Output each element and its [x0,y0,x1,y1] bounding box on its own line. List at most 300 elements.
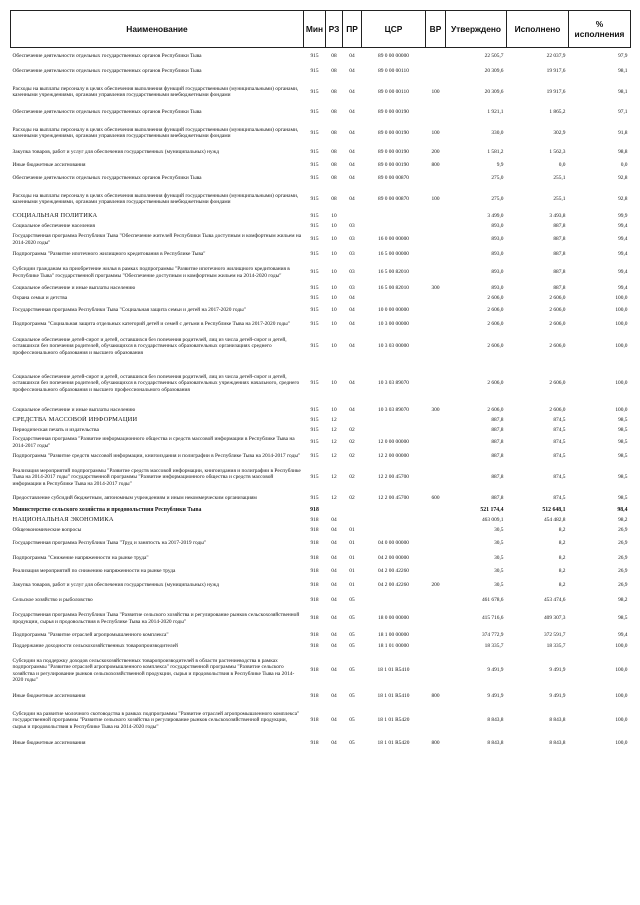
column-header-rz: РЗ [326,11,343,48]
cell-vr [426,608,446,630]
cell-approved: 893,0 [491,223,504,230]
cell-pr [343,212,362,222]
cell-rz: 08 [331,52,337,59]
cell-rz: 08 [331,175,337,182]
cell-approved: 2 606,0 [487,380,504,387]
cell-min: 915 [310,88,319,95]
table-row [11,642,631,652]
cell-rz: 04 [331,717,337,724]
cell-min: 918 [310,693,319,700]
cell-approved: 275,0 [491,175,504,182]
cell-csr: 16 5 00 82010 [378,269,409,276]
cell-executed: 874,5 [553,427,566,434]
cell-min: 918 [310,740,319,747]
cell-name: Государственная программа Республики Тыва "Развитие сельского хозяйства и регулирование рынков сельскохозяйственной продукции, сырья и продовольствия в Республике Тыва на 2014-2020 годы" [12,612,300,625]
cell-pr: 04 [349,129,355,136]
cell-rz: 04 [331,667,337,674]
cell-csr: 18 1 01 00000 [378,643,409,650]
cell-vr [426,506,446,516]
cell-pr: 05 [349,717,355,724]
cell-percent: 100,0 [615,667,628,674]
cell-rz: 04 [331,568,337,575]
cell-executed: 512 648,1 [542,507,566,514]
cell-name: Государственная программа "Развитие информационного общества и средств массовой информации в Республике Тыва на 2014-2017 годы" [12,436,295,449]
cell-executed: 9 491,9 [549,667,566,674]
column-header-pr: ПР [343,11,362,48]
cell-pr: 02 [349,495,355,502]
table-row [11,362,631,406]
cell-csr: 12 2 00 00000 [378,453,409,460]
cell-percent: 98,5 [618,417,628,424]
cell-executed: 8 843,8 [549,717,566,724]
cell-min: 918 [310,555,319,562]
cell-min: 918 [310,717,319,724]
cell-name: Расходы на выплаты персоналу в целях обеспечения выполнения функций государственными (муниципальными) органами, казенными учреждениями, органами управления государственными внебюджетными фондами [12,126,299,139]
cell-approved: 9 491,9 [487,667,504,674]
cell-percent: 97,9 [618,52,628,59]
cell-executed: 874,5 [553,453,566,460]
table-row [11,464,631,492]
cell-pr: 03 [349,251,355,258]
cell-csr: 89 0 00 00190 [378,129,409,136]
cell-approved: 461 678,6 [481,597,504,604]
cell-executed: 255,1 [553,195,566,202]
cell-min: 918 [310,568,319,575]
cell-pr: 03 [349,285,355,292]
table-row [11,690,631,704]
cell-rz: 04 [331,517,337,524]
cell-percent: 100,0 [615,295,628,302]
cell-csr: 89 0 00 00190 [378,161,409,168]
cell-rz: 08 [331,68,337,75]
cell-vr [426,426,446,436]
cell-min: 915 [310,109,319,116]
cell-percent: 98,1 [618,88,628,95]
cell-min: 915 [310,269,319,276]
cell-csr [362,594,426,608]
table-row [11,436,631,450]
cell-pr: 05 [349,632,355,639]
cell-vr [426,48,446,64]
cell-rz: 08 [331,149,337,156]
cell-name: Подпрограмма "Развитие средств массовой информации, книгоиздания и полиграфии в Республике Тыва на 2014-2017 годы" [12,453,301,460]
table-row [11,594,631,608]
cell-rz: 10 [331,307,337,314]
cell-executed: 9 491,9 [549,693,566,700]
cell-min: 918 [310,632,319,639]
cell-name: Предоставление субсидий бюджетным, автономным учреждениям и иным некоммерческим организациям [12,495,257,502]
cell-pr: 01 [349,527,355,534]
cell-executed: 8 843,8 [549,740,566,747]
cell-executed: 2 606,0 [549,380,566,387]
cell-csr: 18 1 01 R5410 [377,667,410,674]
cell-name: Государственная программа Республики Тыва "Социальная защита семьи и детей на 2017-2020 годы" [12,307,246,314]
cell-vr [426,516,446,526]
cell-name: СРЕДСТВА МАССОВОЙ ИНФОРМАЦИИ [12,416,138,424]
cell-executed: 887,8 [553,251,566,258]
cell-name: Сельское хозяйство и рыболовство [12,597,93,604]
cell-approved: 2 606,0 [487,295,504,302]
column-header-percent: % исполнения [569,11,631,48]
cell-pr: 05 [349,615,355,622]
table-row [11,738,631,750]
table-row [11,704,631,738]
cell-vr [426,362,446,406]
cell-approved: 30,5 [494,582,504,589]
cell-vr: 100 [431,129,440,136]
cell-name: Расходы на выплаты персоналу в целях обеспечения выполнения функций государственными (муниципальными) органами, казенными учреждениями, органами управления государственными внебюджетными фондами [12,85,299,98]
cell-name: Закупка товаров, работ и услуг для обеспечения государственных (муниципальных) нужд [12,582,220,589]
cell-vr [426,416,446,426]
cell-rz: 10 [331,223,337,230]
table-row [11,80,631,105]
cell-csr: 12 2 00 45700 [378,474,409,481]
cell-name: Подпрограмма "Развитие ипотечного жилищного кредитования в Республике Тыва" [12,251,206,258]
cell-name: Поддержание доходности сельскохозяйственных товаропроизводителей [12,643,178,650]
cell-csr: 18 1 00 00000 [378,632,409,639]
cell-min: 915 [310,175,319,182]
cell-executed: 3 493,8 [549,213,566,220]
cell-pr: 01 [349,582,355,589]
cell-name: Государственная программа Республики Тыва "Обеспечение жителей Республики Тыва доступным и комфортным жильем на 2014-2020 годы" [12,233,302,246]
cell-min: 915 [310,129,319,136]
column-header-min: Мин [304,11,326,48]
cell-approved: 887,8 [491,427,504,434]
cell-percent: 98,5 [618,615,628,622]
cell-percent: 91,8 [618,129,628,136]
cell-executed: 22 037,9 [546,52,566,59]
cell-pr: 03 [349,236,355,243]
cell-vr: 800 [431,740,440,747]
cell-executed: 19 917,6 [546,68,566,75]
cell-vr: 200 [431,582,440,589]
cell-approved: 22 505,7 [484,52,504,59]
cell-rz: 08 [331,129,337,136]
cell-name: Периодическая печать и издательства [12,427,99,434]
cell-executed: 2 606,0 [549,321,566,328]
cell-executed: 372 591,7 [543,632,566,639]
cell-percent: 98,5 [618,439,628,446]
table-row [11,121,631,146]
cell-executed: 8,2 [558,540,566,547]
cell-pr: 02 [349,453,355,460]
cell-csr: 10 3 03 89070 [378,380,409,387]
cell-percent: 26,9 [618,540,628,547]
cell-pr: 04 [349,307,355,314]
cell-approved: 20 309,6 [484,68,504,75]
cell-rz: 10 [331,407,337,414]
cell-vr [426,450,446,464]
cell-name: Социальное обеспечение детей-сирот и детей, оставшихся без попечения родителей, лиц из числа детей-сирот и детей, оставшихся без попечения родителей, обучающихся в государственных образовательных организациях среднего профессионального образования и высшего образования [12,336,287,356]
cell-min: 915 [310,417,319,424]
cell-approved: 1 921,1 [487,109,504,116]
cell-executed: 887,8 [553,223,566,230]
cell-csr: 89 0 00 00110 [378,68,409,75]
cell-approved: 2 606,0 [487,343,504,350]
column-header-executed: Исполнено [507,11,569,48]
cell-rz: 08 [331,161,337,168]
table-row [11,492,631,506]
table-row [11,516,631,526]
cell-executed: 2 606,0 [549,343,566,350]
cell-csr [362,516,426,526]
cell-rz: 10 [331,380,337,387]
cell-vr [426,105,446,121]
cell-csr: 12 2 00 45700 [378,495,409,502]
table-row [11,332,631,362]
cell-pr: 04 [349,380,355,387]
cell-vr [426,294,446,304]
cell-min: 918 [310,527,319,534]
cell-rz: 12 [331,474,337,481]
cell-vr [426,171,446,187]
table-body [11,48,631,750]
cell-pr: 04 [349,321,355,328]
cell-rz: 04 [331,527,337,534]
cell-vr: 300 [431,285,440,292]
cell-vr [426,318,446,332]
cell-vr [426,704,446,738]
cell-min: 915 [310,407,319,414]
cell-vr [426,332,446,362]
cell-executed: 18 335,7 [546,643,566,650]
cell-approved: 374 772,9 [481,632,504,639]
cell-approved: 2 606,0 [487,321,504,328]
cell-csr: 18 1 01 R5420 [377,717,410,724]
cell-rz: 04 [331,632,337,639]
cell-percent: 99,4 [618,269,628,276]
cell-csr: 12 0 00 00000 [378,439,409,446]
cell-vr: 300 [431,407,440,414]
cell-name: Иные бюджетные ассигнования [12,740,86,747]
cell-executed: 2 606,0 [549,295,566,302]
cell-pr: 02 [349,474,355,481]
cell-pr: 01 [349,568,355,575]
cell-rz: 12 [331,427,337,434]
budget-execution-sheet [10,10,630,750]
cell-csr: 10 3 03 00000 [378,343,409,350]
table-row [11,566,631,578]
cell-csr: 89 0 00 00110 [378,88,409,95]
cell-rz: 08 [331,88,337,95]
cell-pr: 04 [349,88,355,95]
cell-csr [362,426,426,436]
cell-name: СОЦИАЛЬНАЯ ПОЛИТИКА [12,212,98,220]
table-row [11,187,631,212]
cell-executed: 1 865,2 [549,109,566,116]
cell-percent: 97,1 [618,109,628,116]
column-header-csr: ЦСР [362,11,426,48]
cell-executed: 453 474,6 [543,597,566,604]
table-row [11,171,631,187]
cell-min: 915 [310,223,319,230]
cell-vr [426,212,446,222]
table-row [11,262,631,284]
cell-percent: 99,9 [618,213,628,220]
column-header-name: Наименование [11,11,304,48]
cell-name: Обеспечение деятельности отдельных государственных органов Республики Тыва [12,109,202,116]
cell-percent: 98,5 [618,453,628,460]
cell-executed: 409 307,3 [543,615,566,622]
cell-vr [426,304,446,318]
table-header-row [11,11,631,48]
cell-percent: 99,4 [618,251,628,258]
cell-executed: 887,8 [553,269,566,276]
cell-executed: 454 482,8 [543,517,566,524]
cell-approved: 30,5 [494,568,504,575]
cell-approved: 521 174,4 [480,507,504,514]
cell-rz: 04 [331,555,337,562]
cell-vr [426,464,446,492]
cell-pr: 04 [349,68,355,75]
cell-min: 915 [310,427,319,434]
cell-min: 918 [310,643,319,650]
table-row [11,212,631,222]
cell-executed: 874,5 [553,495,566,502]
cell-min: 915 [310,251,319,258]
cell-vr [426,652,446,690]
cell-executed: 8,2 [558,527,566,534]
table-row [11,146,631,160]
cell-percent: 98,2 [618,517,628,524]
cell-min: 915 [310,380,319,387]
table-row [11,105,631,121]
cell-rz: 12 [331,453,337,460]
cell-pr: 04 [349,343,355,350]
cell-min: 918 [310,540,319,547]
cell-name: НАЦИОНАЛЬНАЯ ЭКОНОМИКА [12,516,114,524]
cell-rz: 08 [331,195,337,202]
cell-vr: 800 [431,693,440,700]
cell-approved: 887,8 [491,453,504,460]
cell-pr [343,506,362,516]
table-row [11,552,631,566]
cell-approved: 275,0 [491,195,504,202]
table-row [11,630,631,642]
cell-name: Субсидии на поддержку доходов сельскохозяйственных товаропроизводителей в области растениеводства в рамках подпрограммы "Развитие отраслей агропромышленного комплекса" государственной программы "Развитие сельского хозяйства и регулирование рынков сельскохозяйственной продукции, сырья и продовольствия в Республике Тыва на 2014-2020 годы" [12,657,295,683]
cell-approved: 893,0 [491,285,504,292]
cell-csr [362,506,426,516]
cell-percent: 100,0 [615,343,628,350]
cell-percent: 100,0 [615,407,628,414]
cell-name: Подпрограмма "Развитие отраслей агропромышленного комплекса" [12,632,169,639]
cell-pr: 05 [349,740,355,747]
cell-csr [362,294,426,304]
cell-pr: 04 [349,195,355,202]
table-row [11,536,631,552]
cell-csr: 16 5 00 82010 [378,285,409,292]
cell-min: 915 [310,307,319,314]
cell-approved: 30,5 [494,555,504,562]
cell-approved: 887,8 [491,417,504,424]
cell-percent: 98,8 [618,149,628,156]
cell-rz: 10 [331,269,337,276]
cell-approved: 9,9 [496,161,504,168]
cell-approved: 2 606,0 [487,307,504,314]
cell-executed: 255,1 [553,175,566,182]
cell-name: Охрана семьи и детства [12,295,68,302]
cell-csr [362,526,426,536]
cell-min: 918 [310,517,319,524]
cell-executed: 8,2 [558,582,566,589]
cell-name: Министерство сельского хозяйства и продовольствия Республики Тыва [12,507,202,514]
cell-approved: 887,8 [491,495,504,502]
cell-percent: 0,0 [620,161,628,168]
table-row [11,232,631,248]
cell-percent: 26,9 [618,555,628,562]
cell-rz: 10 [331,295,337,302]
cell-percent: 100,0 [615,740,628,747]
table-row [11,48,631,64]
cell-rz: 04 [331,693,337,700]
cell-executed: 2 606,0 [549,407,566,414]
cell-approved: 8 843,8 [487,740,504,747]
cell-approved: 18 335,7 [484,643,504,650]
table-row [11,406,631,416]
cell-min: 915 [310,453,319,460]
cell-csr: 89 0 00 00870 [378,175,409,182]
budget-table [10,10,631,750]
cell-approved: 330,0 [491,129,504,136]
table-row [11,416,631,426]
cell-vr [426,536,446,552]
cell-vr [426,262,446,284]
cell-pr [343,416,362,426]
cell-approved: 2 606,0 [487,407,504,414]
cell-percent: 99,4 [618,223,628,230]
cell-executed: 8,2 [558,555,566,562]
cell-csr [362,212,426,222]
cell-min: 915 [310,68,319,75]
cell-min: 915 [310,236,319,243]
cell-csr: 04 2 00 00000 [378,555,409,562]
cell-pr: 04 [349,161,355,168]
cell-approved: 1 581,2 [487,149,504,156]
cell-min: 915 [310,439,319,446]
cell-approved: 30,5 [494,540,504,547]
cell-vr [426,552,446,566]
cell-csr [362,416,426,426]
cell-approved: 887,8 [491,439,504,446]
table-row [11,608,631,630]
cell-pr: 05 [349,597,355,604]
cell-pr: 01 [349,540,355,547]
cell-executed: 2 606,0 [549,307,566,314]
cell-approved: 893,0 [491,236,504,243]
table-row [11,318,631,332]
table-row [11,426,631,436]
cell-percent: 99,4 [618,285,628,292]
cell-rz [326,506,343,516]
cell-approved: 893,0 [491,251,504,258]
cell-approved: 20 309,6 [484,88,504,95]
cell-vr: 100 [431,195,440,202]
cell-approved: 415 716,6 [481,615,504,622]
cell-pr: 05 [349,693,355,700]
cell-pr: 02 [349,427,355,434]
cell-approved: 887,8 [491,474,504,481]
cell-rz: 04 [331,597,337,604]
table-row [11,304,631,318]
cell-rz: 12 [331,417,337,424]
cell-approved: 8 843,8 [487,717,504,724]
cell-pr: 05 [349,667,355,674]
cell-percent: 98,5 [618,427,628,434]
cell-pr: 04 [349,407,355,414]
cell-min: 915 [310,52,319,59]
cell-approved: 3 499,0 [487,213,504,220]
cell-percent: 26,9 [618,582,628,589]
